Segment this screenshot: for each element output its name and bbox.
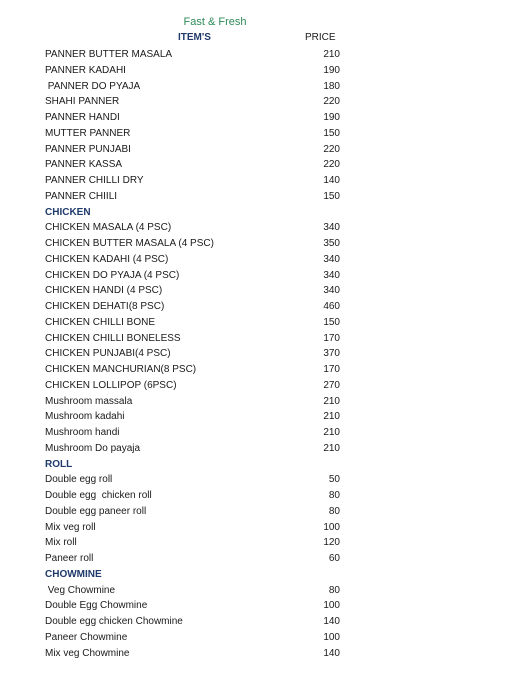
- item-name: PANNER CHIILI: [45, 190, 118, 202]
- menu-item: [0, 126, 522, 142]
- menu-item: [0, 157, 522, 173]
- item-price: 100: [323, 600, 340, 612]
- item-name: CHICKEN DO PYAJA (4 PSC): [45, 269, 180, 281]
- menu-item: [0, 283, 522, 299]
- price-column-heading: PRICE: [305, 32, 336, 43]
- item-price: 340: [323, 253, 340, 265]
- item-price: 80: [328, 584, 340, 596]
- menu-item: [0, 252, 522, 268]
- item-price: 170: [323, 332, 340, 344]
- menu-item: [0, 346, 522, 362]
- item-name: CHICKEN CHILLI BONE: [45, 316, 156, 328]
- item-price: 120: [323, 537, 340, 549]
- item-price: 370: [323, 348, 340, 360]
- menu-item: [0, 520, 522, 536]
- item-price: 340: [323, 222, 340, 234]
- item-price: 100: [323, 631, 340, 643]
- menu-item: [0, 331, 522, 347]
- menu-item: [0, 425, 522, 441]
- menu-item: [0, 173, 522, 189]
- item-name: CHICKEN CHILLI BONELESS: [45, 332, 181, 344]
- item-name: CHICKEN BUTTER MASALA (4 PSC): [45, 238, 214, 249]
- item-price: 220: [323, 143, 340, 155]
- item-name: Mix veg roll: [45, 521, 96, 533]
- menu-item: [0, 394, 522, 410]
- item-price: 140: [323, 616, 340, 627]
- section-heading: [0, 567, 522, 583]
- item-price: 210: [323, 395, 340, 407]
- item-name: CHICKEN KADAHI (4 PSC): [45, 253, 169, 265]
- menu-item: [0, 646, 522, 662]
- menu-item: [0, 614, 522, 630]
- item-name: Mushroom kadahi: [45, 411, 125, 423]
- menu-item: [0, 409, 522, 425]
- item-name: PANNER BUTTER MASALA: [45, 49, 173, 60]
- item-price: 220: [323, 159, 340, 171]
- item-price: 190: [323, 112, 340, 123]
- item-price: 60: [328, 553, 340, 564]
- menu-header: [0, 32, 522, 46]
- item-price: 340: [323, 285, 340, 297]
- item-name: PANNER HANDI: [45, 112, 120, 123]
- item-price: 150: [323, 190, 340, 202]
- item-name: PANNER KADAHI: [45, 64, 126, 76]
- menu-item: [0, 630, 522, 646]
- item-name: Mushroom Do payaja: [45, 442, 141, 454]
- item-name: CHICKEN DEHATI(8 PSC): [45, 301, 165, 312]
- item-name: Double egg chicken Chowmine: [45, 616, 183, 627]
- menu-item: [0, 268, 522, 284]
- menu-item: [0, 189, 522, 205]
- item-price: 100: [323, 521, 340, 533]
- menu-item: [0, 79, 522, 95]
- menu-item: [0, 504, 522, 520]
- item-price: 460: [323, 301, 340, 312]
- menu-list: [0, 47, 522, 661]
- item-name: Double egg paneer roll: [45, 505, 147, 517]
- menu-item: [0, 535, 522, 551]
- item-name: PANNER PUNJABI: [45, 143, 131, 155]
- item-price: 80: [328, 505, 340, 517]
- menu-item: [0, 315, 522, 331]
- section-heading: [0, 457, 522, 473]
- section-title: ROLL: [45, 458, 73, 470]
- item-price: 150: [323, 316, 340, 328]
- item-price: 270: [323, 379, 340, 391]
- menu-item: [0, 583, 522, 599]
- item-price: 170: [323, 364, 340, 375]
- menu-item: [0, 94, 522, 110]
- item-price: 210: [323, 442, 340, 454]
- item-price: 190: [323, 64, 340, 76]
- item-name: Double Egg Chowmine: [45, 600, 148, 612]
- item-name: Mushroom handi: [45, 427, 120, 438]
- menu-item: [0, 488, 522, 504]
- item-name: Double egg roll: [45, 474, 113, 486]
- item-price: 140: [323, 175, 340, 186]
- item-name: CHICKEN MASALA (4 PSC): [45, 222, 172, 234]
- menu-item: [0, 236, 522, 252]
- section-heading: [0, 205, 522, 221]
- section-title: CHOWMINE: [45, 568, 102, 580]
- section-title: CHICKEN: [45, 206, 91, 218]
- item-price: 350: [323, 238, 340, 249]
- menu-item: [0, 362, 522, 378]
- item-price: 50: [328, 474, 340, 486]
- menu-item: [0, 472, 522, 488]
- item-name: Mix roll: [45, 537, 77, 549]
- item-price: 140: [323, 647, 340, 659]
- item-name: CHICKEN HANDI (4 PSC): [45, 285, 163, 297]
- menu-item: [0, 378, 522, 394]
- item-name: PANNER CHILLI DRY: [45, 175, 144, 186]
- menu-item: [0, 551, 522, 567]
- item-name: MUTTER PANNER: [45, 127, 131, 139]
- menu-item: [0, 441, 522, 457]
- item-name: CHICKEN LOLLIPOP (6PSC): [45, 379, 177, 391]
- item-name: SHAHI PANNER: [45, 96, 120, 108]
- item-price: 210: [323, 427, 340, 438]
- item-name: CHICKEN MANCHURIAN(8 PSC): [45, 364, 197, 375]
- item-price: 180: [323, 80, 340, 92]
- menu-item: [0, 47, 522, 63]
- item-price: 150: [323, 127, 340, 139]
- item-price: 340: [323, 269, 340, 281]
- menu-item: [0, 63, 522, 79]
- item-name: Paneer roll: [45, 553, 94, 564]
- item-price: 210: [323, 411, 340, 423]
- item-name: PANNER KASSA: [45, 159, 123, 171]
- item-name: PANNER DO PYAJA: [45, 80, 141, 92]
- menu-item: [0, 110, 522, 126]
- menu-item: [0, 299, 522, 315]
- item-name: Veg Chowmine: [45, 584, 116, 596]
- item-name: Mushroom massala: [45, 395, 133, 407]
- item-price: 80: [328, 490, 340, 501]
- item-name: Paneer Chowmine: [45, 631, 128, 643]
- brand-tagline: Fast & Fresh: [183, 16, 247, 28]
- item-name: CHICKEN PUNJABI(4 PSC): [45, 348, 171, 360]
- items-column-heading: ITEM'S: [178, 32, 211, 43]
- menu-item: [0, 220, 522, 236]
- item-name: Double egg chicken roll: [45, 490, 152, 501]
- menu-item: [0, 598, 522, 614]
- menu-item: [0, 142, 522, 158]
- item-name: Mix veg Chowmine: [45, 647, 130, 659]
- item-price: 210: [323, 49, 340, 60]
- item-price: 220: [323, 96, 340, 108]
